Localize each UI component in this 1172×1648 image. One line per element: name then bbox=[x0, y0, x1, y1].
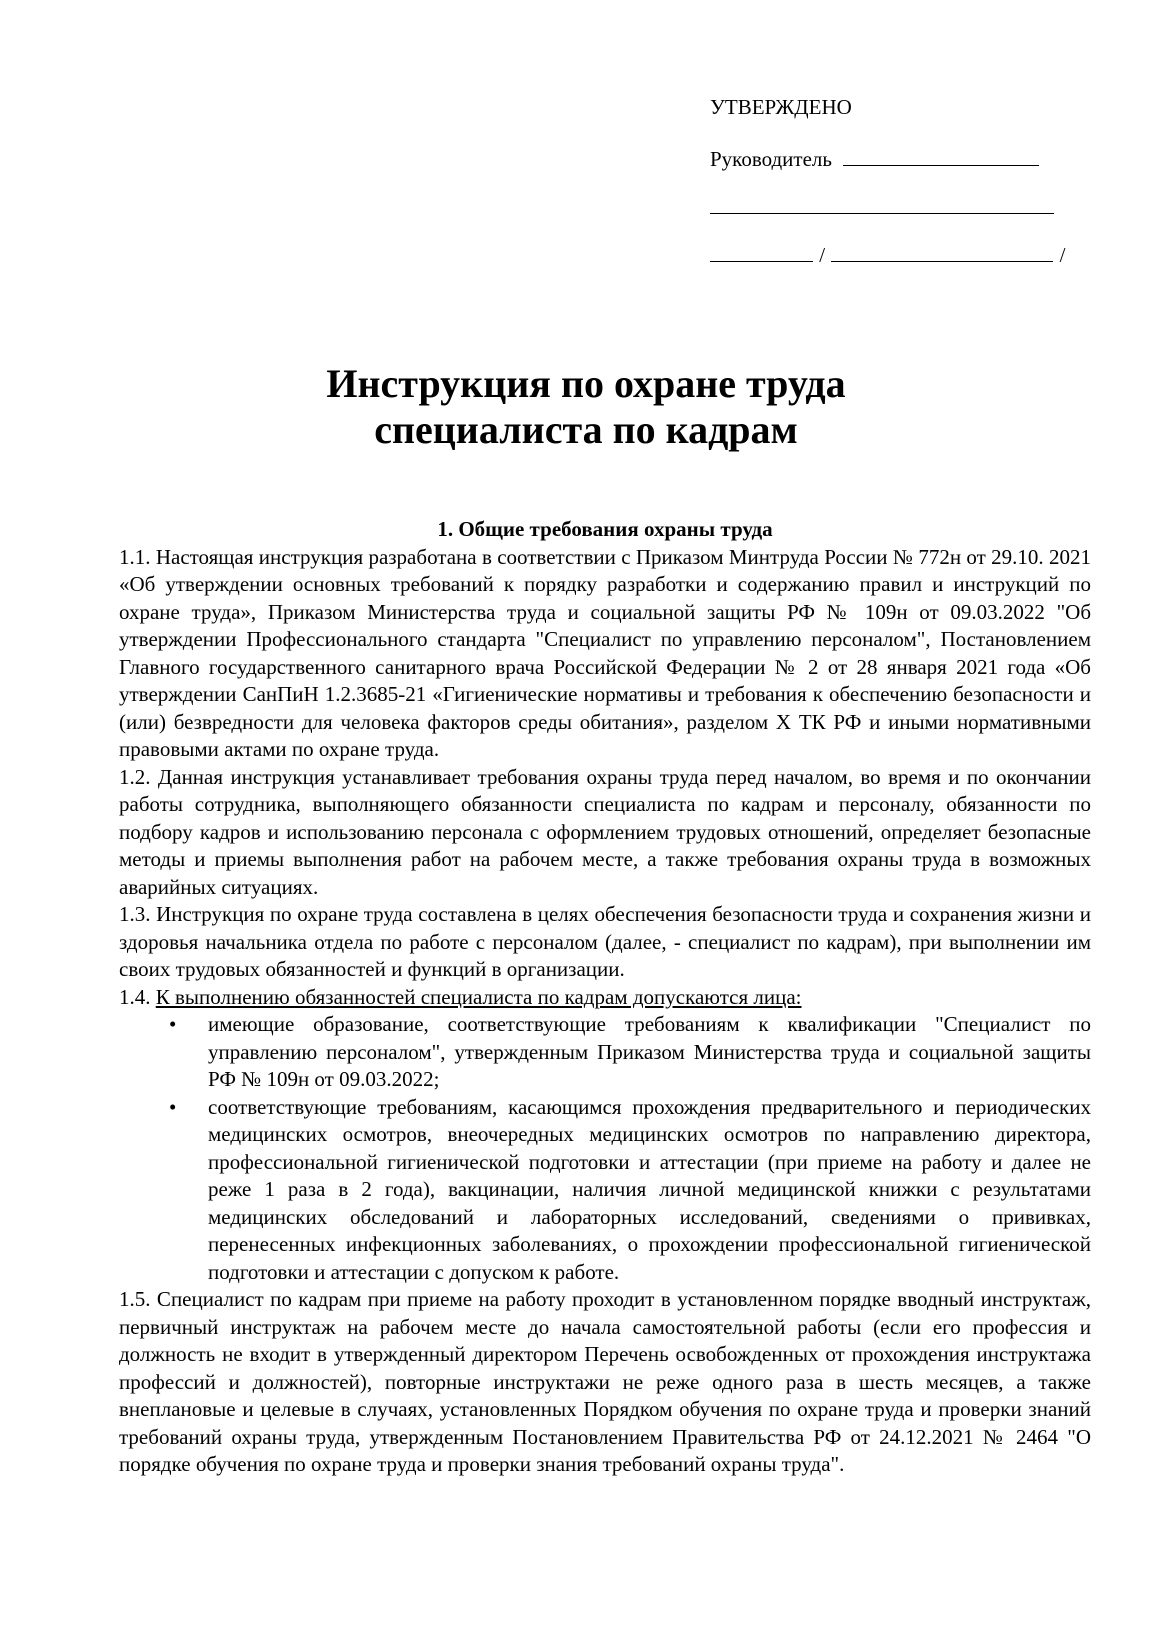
list-item-text: имеющие образование, соответствующие требованиям к квалификации "Специалист по управлению персоналом", утвержденным Приказом Министерства труда и социальной защиты РФ № 109н от 09.03.2022; bbox=[208, 1012, 1091, 1091]
document-title bbox=[0, 361, 1172, 453]
list-item bbox=[119, 1094, 1091, 1287]
approval-signature-separator: / bbox=[819, 243, 826, 267]
paragraph-1-2: 1.2. Данная инструкция устанавливает требования охраны труда перед началом, во время и по окончании работы сотрудника, выполняющего обязанности специалиста по кадрам и персоналу, обязанности по подбору кадров и использованию персонала с оформлением трудовых отношений, определяет безопасные методы и приемы выполнения работ на рабочем месте, а также требования охраны труда в возможных аварийных ситуациях. bbox=[119, 764, 1091, 899]
approval-organization-blank bbox=[710, 191, 1054, 214]
paragraph-1-3: 1.3. Инструкция по охране труда составлена в целях обеспечения безопасности труда и сохранения жизни и здоровья начальника отдела по работе с персоналом (далее, - специалист по кадрам), при выполнении им своих трудовых обязанностей и функций в организации. bbox=[119, 902, 1091, 981]
document-title-line1: Инструкция по охране труда bbox=[326, 361, 846, 406]
approval-signature-blank bbox=[710, 239, 813, 262]
approval-signature-end: / bbox=[1059, 243, 1066, 267]
requirements-list bbox=[119, 1011, 1091, 1286]
bullet-icon: • bbox=[169, 1094, 177, 1119]
paragraph-1-4-text: К выполнению обязанностей специалиста по кадрам допускаются лица: bbox=[155, 984, 802, 1009]
bullet-icon: • bbox=[169, 1012, 177, 1036]
approval-position-blank bbox=[843, 143, 1039, 166]
paragraph-1-4 bbox=[119, 984, 1091, 1012]
approval-signature-row bbox=[710, 239, 1090, 267]
approval-block bbox=[710, 93, 1090, 267]
list-item bbox=[119, 1011, 1091, 1094]
section-heading: 1. Общие требования охраны труда bbox=[437, 517, 773, 541]
paragraph-1-1: 1.1. Настоящая инструкция разработана в соответствии с Приказом Минтруда России № 772н от 29.10. 2021 «Об утверждении основных требований к порядку разработки и содержанию правил и инструкций по охране труда», Приказом Министерства труда и социальной защиты РФ № 109н от 09.03.2022 "Об утверждении Профессионального стандарта "Специалист по управлению персоналом", Постановлением Главного государственного санитарного врача Российской Федерации № 2 от 28 января 2021 года «Об утверждении СанПиН 1.2.3685-21 «Гигиенические нормативы и требования к обеспечению безопасности и (или) безвредности для человека факторов среды обитания», разделом X ТК РФ и иными нормативными правовыми актами по охране труда. bbox=[119, 544, 1091, 761]
paragraph-1-5: 1.5. Специалист по кадрам при приеме на работу проходит в установленном порядке вводный инструктаж, первичный инструктаж на рабочем месте до начала самостоятельной работы (если его профессия и должность не входит в утвержденный директором Перечень освобожденных от прохождения инструктажа профессий и должностей), повторные инструктажи не реже одного раза в шесть месяцев, а также внеплановые и целевые в случаях, установленных Порядком обучения по охране труда и проверки знаний требований охраны труда, утвержденным Постановлением Правительства РФ от 24.12.2021 № 2464 "О порядке обучения по охране труда и проверки знания требований охраны труда". bbox=[119, 1287, 1091, 1476]
approval-name-blank bbox=[831, 239, 1053, 262]
approval-heading: УТВЕРЖДЕНО bbox=[710, 95, 852, 119]
document-title-line2: специалиста по кадрам bbox=[374, 407, 798, 452]
paragraph-1-4-number: 1.4. bbox=[119, 984, 156, 1009]
list-item-text: соответствующие требованиям, касающимся прохождения предварительного и периодических медицинских осмотров, внеочередных медицинских осмотров по направлению директора, профессиональной гигиенической подготовки и аттестации (при приеме на работу и далее не реже 1 раза в 2 года), вакцинации, наличия личной медицинской книжки с результатами медицинских обследований и лабораторных исследований, сведениями о прививках, перенесенных инфекционных заболеваниях, о прохождении профессиональной гигиенической подготовки и аттестации с допуском к работе. bbox=[208, 1094, 1091, 1284]
approval-position-row bbox=[710, 143, 1090, 171]
approval-position-label: Руководитель bbox=[710, 147, 832, 171]
document-body bbox=[119, 516, 1091, 1479]
approval-organization-row bbox=[710, 191, 1090, 219]
